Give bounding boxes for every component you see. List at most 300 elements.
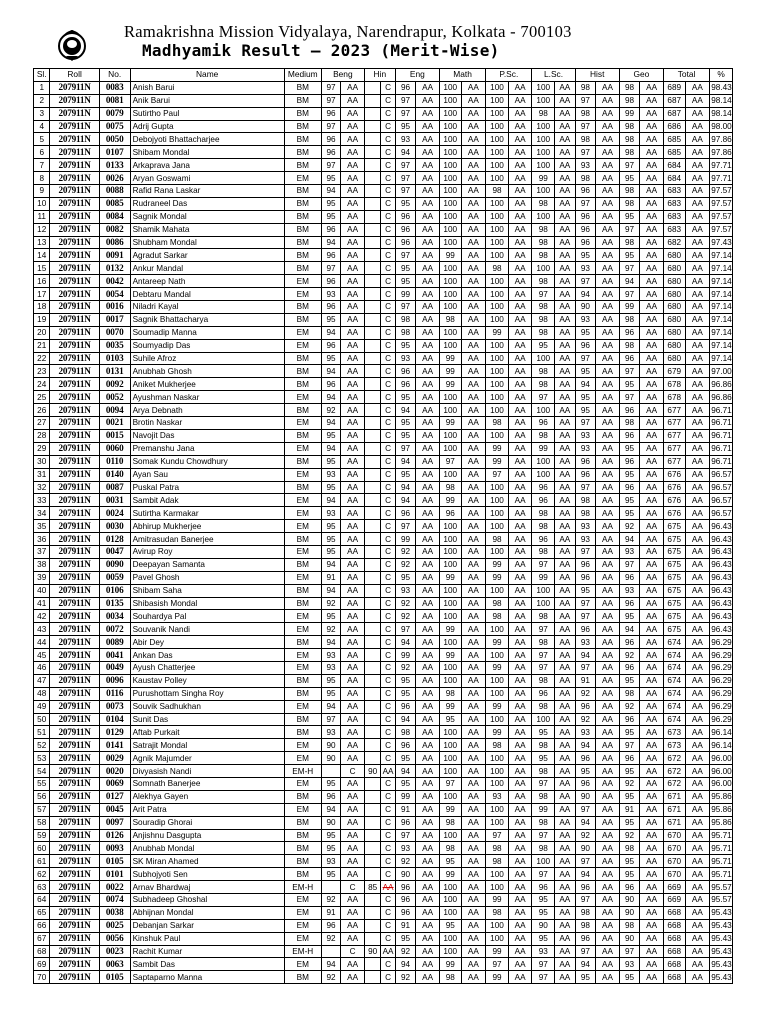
cell-hin-grade: C	[381, 894, 395, 907]
cell-lsc-grade: AA	[555, 391, 576, 404]
cell-math: 99	[439, 623, 461, 636]
col-eng: Eng	[395, 69, 439, 82]
cell-sl: 33	[34, 494, 50, 507]
cell-psc: 97	[486, 829, 509, 842]
cell-math: 100	[439, 94, 461, 107]
cell-hist: 96	[575, 571, 596, 584]
cell-lsc-grade: AA	[555, 313, 576, 326]
cell-psc: 98	[486, 262, 509, 275]
table-row	[34, 610, 733, 623]
cell-math: 100	[439, 752, 461, 765]
cell-percent: 96.43	[711, 611, 732, 621]
cell-percent: 95.71	[711, 830, 732, 840]
cell-total: 677	[663, 442, 685, 455]
cell-percent: 95.71	[711, 843, 732, 853]
table-row	[34, 326, 733, 339]
cell-beng: 93	[321, 507, 341, 520]
cell-roll: 207911N	[50, 507, 99, 520]
cell-roll: 207911N	[50, 945, 99, 958]
cell-hin	[364, 326, 380, 339]
cell-hist-grade: AA	[596, 713, 620, 726]
cell-name: Shibasish Mondal	[130, 597, 284, 610]
cell-hin	[364, 636, 380, 649]
cell-percent: 96.00	[711, 779, 732, 789]
cell-hin-grade: C	[381, 545, 395, 558]
cell-psc-grade: AA	[508, 210, 532, 223]
cell-lsc-grade: AA	[555, 623, 576, 636]
cell-math-grade: AA	[461, 301, 486, 314]
cell-geo-grade: AA	[640, 919, 664, 932]
cell-geo: 98	[619, 236, 640, 249]
cell-math-grade: AA	[461, 636, 486, 649]
cell-math-grade: AA	[461, 326, 486, 339]
cell-total-grade: AA	[685, 661, 710, 674]
cell-beng-grade: AA	[341, 404, 365, 417]
cell-total: 670	[663, 842, 685, 855]
cell-total: 687	[663, 94, 685, 107]
cell-hist: 97	[575, 803, 596, 816]
cell-psc: 99	[486, 700, 509, 713]
cell-math: 100	[439, 584, 461, 597]
cell-hin-grade: C	[381, 868, 395, 881]
cell-beng-grade: AA	[341, 429, 365, 442]
cell-hist: 95	[575, 971, 596, 984]
cell-eng: 94	[395, 958, 416, 971]
cell-total: 678	[663, 378, 685, 391]
cell-beng-grade: AA	[341, 249, 365, 262]
cell-hist: 97	[575, 597, 596, 610]
cell-geo-grade: AA	[640, 571, 664, 584]
cell-math-grade: AA	[461, 829, 486, 842]
col-hin: Hin	[364, 69, 395, 82]
cell-roll: 207911N	[50, 842, 99, 855]
cell-name: Niladri Kayal	[130, 301, 284, 314]
cell-total: 671	[663, 816, 685, 829]
cell-math: 100	[439, 765, 461, 778]
cell-roll: 207911N	[50, 752, 99, 765]
cell-hist: 94	[575, 288, 596, 301]
cell-eng: 97	[395, 249, 416, 262]
cell-math-grade: AA	[461, 919, 486, 932]
cell-psc: 99	[486, 894, 509, 907]
cell-hist-grade: AA	[596, 94, 620, 107]
cell-psc-grade: AA	[508, 378, 532, 391]
cell-math: 99	[439, 352, 461, 365]
cell-hist-grade: AA	[596, 584, 620, 597]
cell-math: 100	[439, 726, 461, 739]
cell-hist: 96	[575, 223, 596, 236]
cell-hist: 93	[575, 429, 596, 442]
cell-math-grade: AA	[461, 391, 486, 404]
cell-total: 674	[663, 713, 685, 726]
cell-hist-grade: AA	[596, 313, 620, 326]
cell-hist: 96	[575, 558, 596, 571]
cell-hist: 97	[575, 275, 596, 288]
cell-lsc: 97	[532, 391, 555, 404]
cell-lsc-grade: AA	[555, 610, 576, 623]
cell-percent: 96.71	[711, 444, 732, 454]
cell-hist: 98	[575, 81, 596, 94]
cell-geo-grade: AA	[640, 313, 664, 326]
cell-hin-grade: C	[381, 623, 395, 636]
cell-medium: EM	[284, 649, 321, 662]
cell-eng-grade: AA	[416, 842, 440, 855]
cell-beng: 97	[321, 159, 341, 172]
cell-percent: 97.71	[711, 160, 732, 170]
cell-geo: 99	[619, 107, 640, 120]
cell-medium: BM	[284, 249, 321, 262]
cell-beng: 96	[321, 249, 341, 262]
cell-medium: BM	[284, 687, 321, 700]
cell-geo: 94	[619, 623, 640, 636]
cell-roll: 207911N	[50, 236, 99, 249]
table-row	[34, 210, 733, 223]
cell-total-grade: AA	[685, 777, 710, 790]
cell-math: 100	[439, 558, 461, 571]
cell-psc-grade: AA	[508, 288, 532, 301]
cell-math-grade: AA	[461, 468, 486, 481]
cell-hin-grade: C	[381, 533, 395, 546]
cell-beng: 94	[321, 558, 341, 571]
cell-roll: 207911N	[50, 545, 99, 558]
cell-name: Anjishnu Dasgupta	[130, 829, 284, 842]
cell-geo: 95	[619, 816, 640, 829]
cell-eng-grade: AA	[416, 649, 440, 662]
cell-lsc: 98	[532, 326, 555, 339]
cell-lsc: 98	[532, 700, 555, 713]
cell-percent: 97.86	[711, 134, 732, 144]
cell-beng: 95	[321, 610, 341, 623]
cell-eng-grade: AA	[416, 919, 440, 932]
cell-psc: 100	[486, 674, 509, 687]
cell-hin-grade: C	[381, 906, 395, 919]
cell-geo: 97	[619, 391, 640, 404]
cell-beng-grade: AA	[341, 726, 365, 739]
cell-beng: 91	[321, 571, 341, 584]
cell-sl: 14	[34, 249, 50, 262]
cell-math: 100	[439, 81, 461, 94]
cell-total: 679	[663, 365, 685, 378]
cell-eng-grade: AA	[416, 494, 440, 507]
cell-eng: 94	[395, 494, 416, 507]
cell-total: 676	[663, 481, 685, 494]
cell-total-grade: AA	[685, 275, 710, 288]
cell-no: 0089	[99, 636, 130, 649]
cell-name: Kaustav Polley	[130, 674, 284, 687]
cell-sl: 3	[34, 107, 50, 120]
col-no: No.	[99, 69, 130, 82]
cell-eng: 91	[395, 803, 416, 816]
cell-beng-grade: AA	[341, 159, 365, 172]
cell-beng: 94	[321, 958, 341, 971]
cell-total-grade: AA	[685, 417, 710, 430]
cell-eng: 94	[395, 404, 416, 417]
cell-medium: BM	[284, 94, 321, 107]
cell-geo-grade: AA	[640, 365, 664, 378]
cell-beng-grade: AA	[341, 339, 365, 352]
cell-percent: 95.57	[711, 895, 732, 905]
cell-hist-grade: AA	[596, 558, 620, 571]
cell-hist: 98	[575, 507, 596, 520]
cell-geo-grade: AA	[640, 352, 664, 365]
cell-lsc: 99	[532, 172, 555, 185]
cell-geo: 96	[619, 455, 640, 468]
cell-hin-grade: C	[381, 404, 395, 417]
cell-sl: 27	[34, 417, 50, 430]
cell-hist: 94	[575, 958, 596, 971]
cell-geo: 93	[619, 584, 640, 597]
cell-lsc: 100	[532, 94, 555, 107]
cell-beng: 95	[321, 868, 341, 881]
cell-math-grade: AA	[461, 275, 486, 288]
cell-hin-grade: C	[381, 674, 395, 687]
cell-hin-grade: AA	[382, 766, 394, 776]
cell-hin	[364, 533, 380, 546]
cell-roll: 207911N	[50, 494, 99, 507]
cell-roll: 207911N	[50, 816, 99, 829]
cell-percent: 95.43	[711, 908, 732, 918]
cell-psc: 100	[486, 197, 509, 210]
cell-psc-grade: AA	[508, 146, 532, 159]
cell-total: 684	[663, 172, 685, 185]
cell-hin-grade: C	[381, 803, 395, 816]
cell-hist: 96	[575, 932, 596, 945]
cell-math-grade: AA	[461, 932, 486, 945]
cell-lsc-grade: AA	[555, 159, 576, 172]
cell-sl: 19	[34, 313, 50, 326]
cell-lsc-grade: AA	[555, 881, 576, 894]
cell-lsc-grade: AA	[555, 275, 576, 288]
cell-hist-grade: AA	[596, 855, 620, 868]
cell-no: 0029	[99, 752, 130, 765]
cell-eng: 99	[395, 790, 416, 803]
cell-hin	[364, 81, 380, 94]
cell-hin-grade: C	[381, 520, 395, 533]
cell-beng: 93	[321, 468, 341, 481]
cell-lsc-grade: AA	[555, 726, 576, 739]
cell-lsc-grade: AA	[555, 133, 576, 146]
cell-math-grade: AA	[461, 868, 486, 881]
table-row	[34, 661, 733, 674]
cell-name: Ankan Das	[130, 649, 284, 662]
cell-math-grade: AA	[461, 288, 486, 301]
cell-sl: 70	[34, 971, 50, 984]
cell-psc: 99	[486, 442, 509, 455]
cell-geo: 98	[619, 185, 640, 198]
cell-no: 0073	[99, 700, 130, 713]
cell-medium: EM	[284, 661, 321, 674]
table-row	[34, 649, 733, 662]
cell-psc: 98	[486, 855, 509, 868]
cell-eng-grade: AA	[416, 571, 440, 584]
cell-total-grade: AA	[685, 301, 710, 314]
cell-hin	[364, 868, 380, 881]
cell-math-grade: AA	[461, 765, 486, 778]
cell-geo-grade: AA	[640, 429, 664, 442]
cell-roll: 207911N	[50, 971, 99, 984]
table-row	[34, 236, 733, 249]
cell-psc-grade: AA	[508, 881, 532, 894]
cell-percent: 97.14	[711, 250, 732, 260]
cell-math: 99	[439, 249, 461, 262]
cell-hin-grade: C	[381, 468, 395, 481]
cell-hin-grade: C	[381, 339, 395, 352]
cell-psc: 100	[486, 868, 509, 881]
cell-hist-grade: AA	[596, 81, 620, 94]
cell-name: Souhardya Pal	[130, 610, 284, 623]
cell-lsc: 100	[532, 468, 555, 481]
cell-eng-grade: AA	[416, 894, 440, 907]
cell-percent: 98.14	[711, 96, 732, 106]
cell-roll: 207911N	[50, 468, 99, 481]
cell-lsc-grade: AA	[555, 636, 576, 649]
cell-geo: 96	[619, 481, 640, 494]
cell-beng-grade: AA	[341, 894, 365, 907]
cell-roll: 207911N	[50, 533, 99, 546]
cell-name: Pavel Ghosh	[130, 571, 284, 584]
cell-total-grade: AA	[685, 378, 710, 391]
cell-hist-grade: AA	[596, 429, 620, 442]
cell-beng: 95	[321, 313, 341, 326]
cell-hist: 97	[575, 855, 596, 868]
col-sl: Sl.	[34, 69, 50, 82]
cell-roll: 207911N	[50, 301, 99, 314]
cell-eng-grade: AA	[416, 223, 440, 236]
cell-name: Sunit Das	[130, 713, 284, 726]
cell-math: 100	[439, 906, 461, 919]
cell-math-grade: AA	[461, 94, 486, 107]
cell-hin-grade: C	[381, 661, 395, 674]
cell-geo-grade: AA	[640, 765, 664, 778]
cell-psc: 100	[486, 275, 509, 288]
cell-hin: 90	[364, 765, 380, 778]
cell-hin-grade: C	[381, 649, 395, 662]
cell-geo-grade: AA	[640, 842, 664, 855]
cell-math: 100	[439, 945, 461, 958]
cell-sl: 54	[34, 765, 50, 778]
cell-eng-grade: AA	[416, 881, 440, 894]
cell-geo-grade: AA	[640, 172, 664, 185]
cell-hist-grade: AA	[596, 533, 620, 546]
cell-geo-grade: AA	[640, 636, 664, 649]
cell-math: 99	[439, 700, 461, 713]
cell-hist: 97	[575, 661, 596, 674]
cell-psc-grade: AA	[508, 391, 532, 404]
cell-percent: 96.29	[711, 714, 732, 724]
cell-roll: 207911N	[50, 249, 99, 262]
cell-no: 0016	[99, 301, 130, 314]
table-row	[34, 107, 733, 120]
cell-total: 675	[663, 558, 685, 571]
cell-geo-grade: AA	[640, 262, 664, 275]
cell-lsc: 98	[532, 107, 555, 120]
cell-beng-grade: AA	[341, 107, 365, 120]
cell-total-grade: AA	[685, 881, 710, 894]
cell-psc-grade: AA	[508, 584, 532, 597]
cell-psc-grade: AA	[508, 752, 532, 765]
table-row	[34, 120, 733, 133]
cell-name: Arit Patra	[130, 803, 284, 816]
cell-total: 668	[663, 932, 685, 945]
col-roll: Roll	[50, 69, 99, 82]
cell-geo: 98	[619, 842, 640, 855]
cell-total-grade: AA	[685, 945, 710, 958]
cell-hin	[364, 455, 380, 468]
cell-geo: 98	[619, 919, 640, 932]
cell-hist-grade: AA	[596, 700, 620, 713]
cell-math: 100	[439, 301, 461, 314]
cell-psc-grade: AA	[508, 352, 532, 365]
cell-beng: 95	[321, 777, 341, 790]
cell-hin	[364, 803, 380, 816]
cell-geo: 98	[619, 417, 640, 430]
cell-lsc: 98	[532, 429, 555, 442]
cell-name: SK Miran Ahamed	[130, 855, 284, 868]
cell-total-grade: AA	[685, 94, 710, 107]
cell-medium: BM	[284, 146, 321, 159]
cell-total: 680	[663, 275, 685, 288]
cell-lsc: 98	[532, 674, 555, 687]
cell-beng-grade: AA	[341, 932, 365, 945]
cell-hin	[364, 842, 380, 855]
cell-name: Anik Barui	[130, 94, 284, 107]
cell-math-grade: AA	[461, 481, 486, 494]
cell-hist: 97	[575, 197, 596, 210]
table-row	[34, 133, 733, 146]
cell-eng-grade: AA	[416, 868, 440, 881]
cell-beng: 96	[321, 133, 341, 146]
cell-lsc-grade: AA	[555, 455, 576, 468]
cell-psc: 98	[486, 739, 509, 752]
cell-total: 680	[663, 339, 685, 352]
cell-beng-grade: AA	[341, 365, 365, 378]
cell-eng: 95	[395, 932, 416, 945]
cell-total: 687	[663, 107, 685, 120]
cell-eng: 96	[395, 816, 416, 829]
cell-hin	[364, 855, 380, 868]
cell-geo: 98	[619, 687, 640, 700]
cell-lsc-grade: AA	[555, 288, 576, 301]
cell-hist-grade: AA	[596, 636, 620, 649]
cell-hin-grade: C	[381, 829, 395, 842]
cell-geo: 97	[619, 945, 640, 958]
cell-percent: 97.14	[711, 276, 732, 286]
cell-total: 675	[663, 623, 685, 636]
cell-math: 100	[439, 661, 461, 674]
cell-math-grade: AA	[461, 494, 486, 507]
cell-beng-grade: AA	[341, 81, 365, 94]
cell-lsc: 96	[532, 533, 555, 546]
cell-math-grade: AA	[461, 404, 486, 417]
cell-total-grade: AA	[685, 133, 710, 146]
cell-eng: 99	[395, 533, 416, 546]
cell-medium: BM	[284, 210, 321, 223]
table-row	[34, 739, 733, 752]
table-header-row	[34, 69, 733, 82]
cell-no: 0103	[99, 352, 130, 365]
cell-eng-grade: AA	[416, 288, 440, 301]
cell-total-grade: AA	[685, 159, 710, 172]
cell-lsc: 97	[532, 829, 555, 842]
cell-psc: 100	[486, 365, 509, 378]
cell-hist-grade: AA	[596, 159, 620, 172]
cell-sl: 23	[34, 365, 50, 378]
cell-lsc-grade: AA	[555, 223, 576, 236]
cell-medium: EM	[284, 417, 321, 430]
cell-total: 676	[663, 494, 685, 507]
cell-no: 0088	[99, 185, 130, 198]
cell-percent: 95.43	[711, 947, 732, 956]
